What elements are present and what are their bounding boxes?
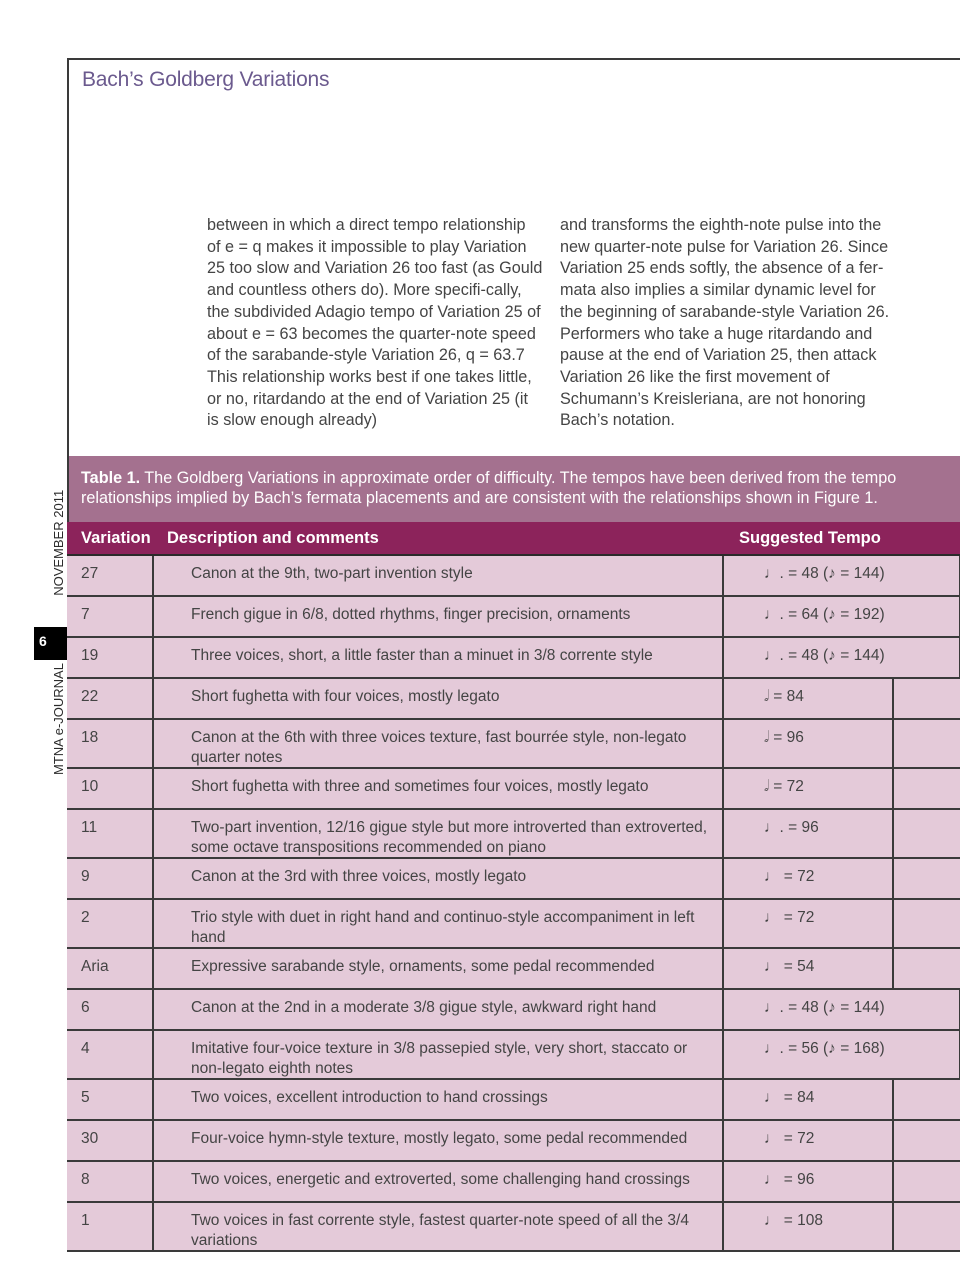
- table-row: [67, 948, 960, 989]
- table-row: [67, 809, 960, 858]
- table-row: [67, 1079, 960, 1120]
- cell-description: Short fughetta with three and sometimes four voices, mostly legato: [153, 768, 723, 809]
- cell-spacer: [893, 1202, 960, 1251]
- cell-tempo: ♩. = 48 (♪ = 144): [723, 637, 960, 678]
- cell-description: Canon at the 3rd with three voices, mostly legato: [153, 858, 723, 899]
- cell-description: Short fughetta with four voices, mostly legato: [153, 678, 723, 719]
- caption-label: Table 1.: [81, 469, 141, 487]
- table-row: [67, 899, 960, 948]
- cell-spacer: [893, 1161, 960, 1202]
- cell-variation: 9: [67, 858, 153, 899]
- tempo-table: [67, 522, 960, 1252]
- cell-variation: 4: [67, 1030, 153, 1079]
- table-row: [67, 858, 960, 899]
- cell-tempo: ♩ = 96: [723, 1161, 893, 1202]
- journal-name: MTNA e-JOURNAL: [51, 663, 66, 775]
- cell-tempo: 𝅗𝅥 = 84: [723, 678, 893, 719]
- table-row: [67, 1030, 960, 1079]
- running-head: Bach’s Goldberg Variations: [82, 68, 330, 91]
- cell-tempo: ♩ = 72: [723, 899, 893, 948]
- table-row: [67, 989, 960, 1030]
- cell-description: Trio style with duet in right hand and continuo-style accompaniment in left hand: [153, 899, 723, 948]
- cell-variation: Aria: [67, 948, 153, 989]
- cell-spacer: [893, 719, 960, 768]
- cell-tempo: ♩ = 72: [723, 1120, 893, 1161]
- cell-variation: 27: [67, 555, 153, 596]
- cell-spacer: [893, 809, 960, 858]
- cell-tempo: ♩ = 72: [723, 858, 893, 899]
- cell-description: Imitative four-voice texture in 3/8 passepied style, very short, staccato or non-legato eighth notes: [153, 1030, 723, 1079]
- cell-tempo: ♩. = 48 (♪ = 144): [723, 555, 960, 596]
- page-number: 6: [34, 627, 67, 660]
- table-row: [67, 596, 960, 637]
- cell-tempo: ♩ = 108: [723, 1202, 893, 1251]
- cell-spacer: [893, 1079, 960, 1120]
- cell-description: Two-part invention, 12/16 gigue style but more introverted than extroverted, some octave transpositions recommended on piano: [153, 809, 723, 858]
- cell-description: Canon at the 2nd in a moderate 3/8 gigue style, awkward right hand: [153, 989, 723, 1030]
- cell-variation: 6: [67, 989, 153, 1030]
- table-caption: [69, 456, 960, 522]
- cell-spacer: [893, 1120, 960, 1161]
- cell-spacer: [893, 678, 960, 719]
- caption-text: The Goldberg Variations in approximate order of difficulty. The tempos have been derived from the tempo relationships implied by Bach’s fermata placements and are consistent with the relationships shown in Figure 1.: [81, 469, 897, 507]
- cell-variation: 2: [67, 899, 153, 948]
- cell-tempo: ♩ = 54: [723, 948, 893, 989]
- cell-variation: 5: [67, 1079, 153, 1120]
- cell-description: Two voices, energetic and extroverted, some challenging hand crossings: [153, 1161, 723, 1202]
- body-column-2: and transforms the eighth-note pulse into the new quarter-note pulse for Variation 26. Since Variation 25 ends softly, the absence of a fer-mata also implies a similar dynamic level for the beginning of sarabande-style Variation 26. Performers who take a huge ritardando and pause at the end of Variation 25, then attack Variation 26 like the first movement of Schumann’s Kreisleriana, are not honoring Bach’s notation.: [560, 216, 890, 430]
- cell-description: Expressive sarabande style, ornaments, some pedal recommended: [153, 948, 723, 989]
- cell-tempo: ♩. = 48 (♪ = 144): [723, 989, 960, 1030]
- table-row: [67, 678, 960, 719]
- cell-variation: 11: [67, 809, 153, 858]
- cell-tempo: 𝅗𝅥 = 72: [723, 768, 893, 809]
- cell-variation: 18: [67, 719, 153, 768]
- cell-tempo: 𝅗𝅥 = 96: [723, 719, 893, 768]
- cell-variation: 7: [67, 596, 153, 637]
- cell-tempo: ♩. = 64 (♪ = 192): [723, 596, 960, 637]
- cell-variation: 10: [67, 768, 153, 809]
- frame-top-rule: [67, 58, 960, 60]
- cell-spacer: [893, 858, 960, 899]
- table-row: [67, 1202, 960, 1251]
- table-row: [67, 1161, 960, 1202]
- header-description: Description and comments: [153, 522, 723, 555]
- cell-tempo: ♩. = 96: [723, 809, 893, 858]
- cell-description: Two voices in fast corrente style, fastest quarter-note speed of all the 3/4 variations: [153, 1202, 723, 1251]
- cell-description: Canon at the 6th with three voices texture, fast bourrée style, non-legato quarter notes: [153, 719, 723, 768]
- header-variation: Variation: [67, 522, 153, 555]
- cell-spacer: [893, 899, 960, 948]
- table-row: [67, 768, 960, 809]
- table-row: [67, 637, 960, 678]
- cell-tempo: ♩. = 56 (♪ = 168): [723, 1030, 960, 1079]
- header-tempo: Suggested Tempo: [723, 522, 960, 555]
- cell-spacer: [893, 948, 960, 989]
- cell-description: Two voices, excellent introduction to hand crossings: [153, 1079, 723, 1120]
- table-header-row: [67, 522, 960, 555]
- cell-variation: 19: [67, 637, 153, 678]
- body-column-1: between in which a direct tempo relationship of e = q makes it impossible to play Variation 25 too slow and Variation 26 too fast (as Gould and countless others do). More specifi-cally, the subdivided Adagio tempo of Variation 25 of about e = 63 becomes the quarter-note speed of the sarabande-style Variation 26, q = 63.7 This relationship works best if one takes little, or no, ritardando at the end of Variation 25 (it is slow enough already): [207, 216, 543, 430]
- cell-spacer: [893, 768, 960, 809]
- cell-description: French gigue in 6/8, dotted rhythms, finger precision, ornaments: [153, 596, 723, 637]
- table-row: [67, 555, 960, 596]
- cell-variation: 22: [67, 678, 153, 719]
- cell-description: Three voices, short, a little faster than a minuet in 3/8 corrente style: [153, 637, 723, 678]
- cell-variation: 1: [67, 1202, 153, 1251]
- cell-variation: 30: [67, 1120, 153, 1161]
- cell-variation: 8: [67, 1161, 153, 1202]
- cell-description: Canon at the 9th, two-part invention style: [153, 555, 723, 596]
- table-row: [67, 719, 960, 768]
- issue-date: NOVEMBER 2011: [51, 489, 66, 596]
- cell-tempo: ♩ = 84: [723, 1079, 893, 1120]
- table-row: [67, 1120, 960, 1161]
- cell-description: Four-voice hymn-style texture, mostly legato, some pedal recommended: [153, 1120, 723, 1161]
